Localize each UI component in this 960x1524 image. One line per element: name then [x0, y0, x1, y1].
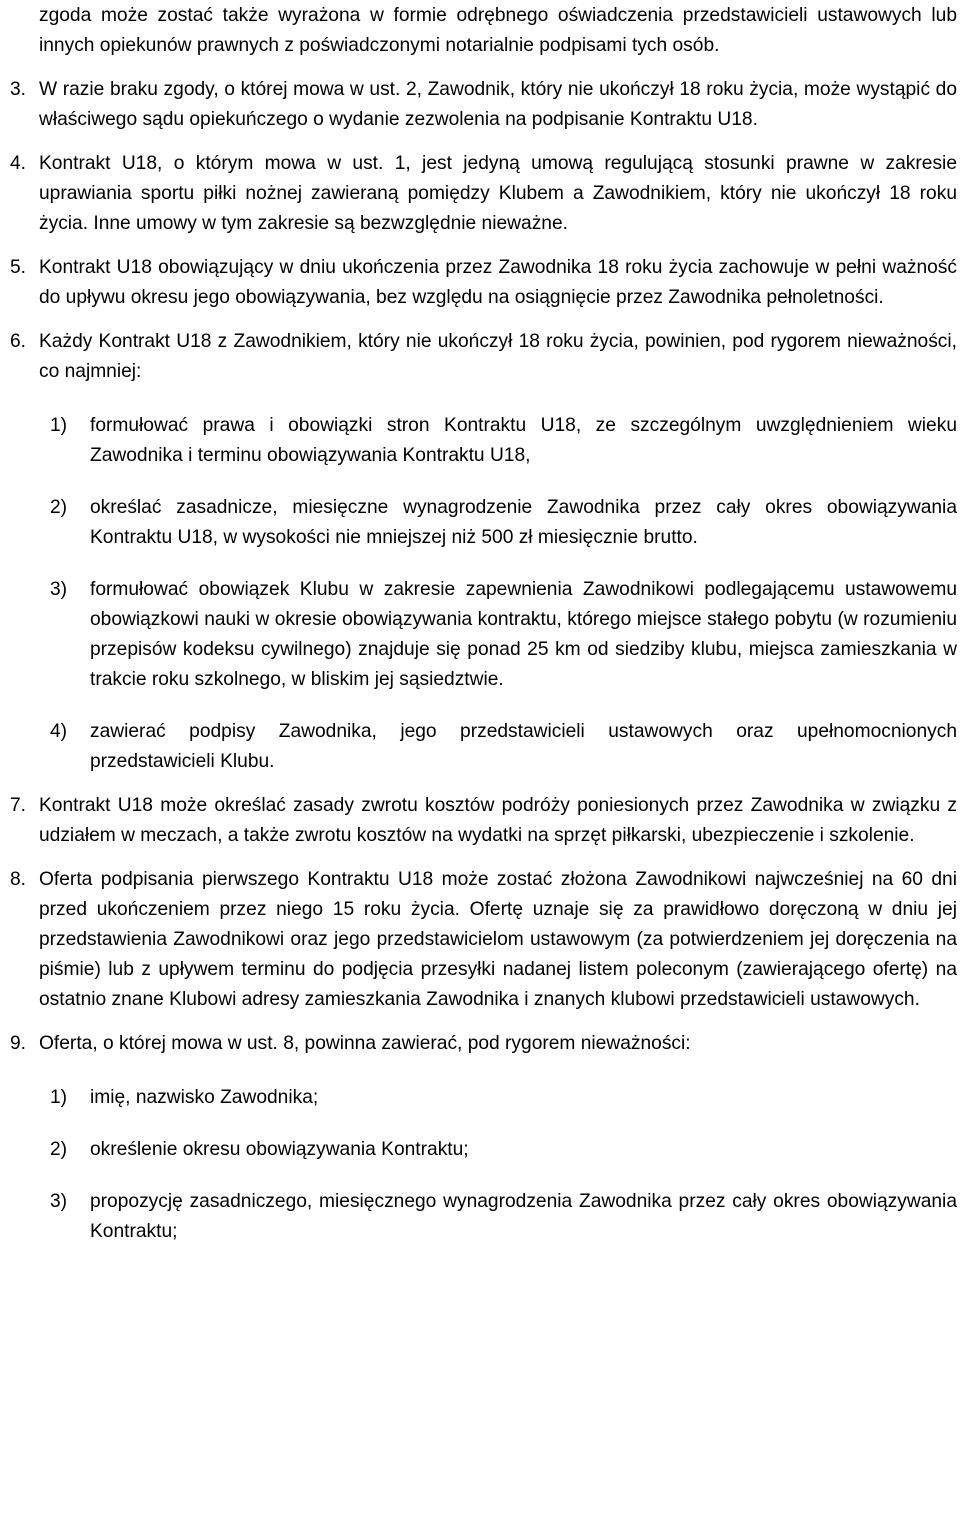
- sub-item: [50, 1083, 957, 1113]
- clause-5: [10, 253, 957, 313]
- clause-number: 9.: [10, 1033, 27, 1054]
- clause-9: [10, 1029, 957, 1059]
- clause-text: Każdy Kontrakt U18 z Zawodnikiem, który nie ukończył 18 roku życia, powinien, pod rygorem nieważności, co najmniej:: [39, 331, 957, 382]
- sub-item: [50, 1135, 957, 1165]
- sub-item: [50, 575, 957, 695]
- clause-8: [10, 865, 957, 1015]
- sub-item: [50, 1187, 957, 1247]
- sub-item: [50, 717, 957, 777]
- clause-text: Oferta, o której mowa w ust. 8, powinna zawierać, pod rygorem nieważności:: [39, 1033, 691, 1054]
- clause-text: W razie braku zgody, o której mowa w ust. 2, Zawodnik, który nie ukończył 18 roku życia, może wystąpić do właściwego sądu opiekuńczego o wydanie zezwolenia na podpisanie Kontraktu U18.: [39, 79, 957, 130]
- sub-item-text: formułować obowiązek Klubu w zakresie zapewnienia Zawodnikowi podlegającemu ustawowemu obowiązkowi nauki w okresie obowiązywania kontraktu, którego miejsce stałego pobytu (w rozumieniu przepisów kodeksu cywilnego) znajduje się ponad 25 km od siedziby klubu, miejsca zamieszkania w trakcie roku szkolnego, w bliskim jej sąsiedztwie.: [90, 579, 957, 690]
- sub-item-number: 2): [50, 1139, 68, 1160]
- clause-number: 8.: [10, 869, 27, 890]
- clause-text: Kontrakt U18, o którym mowa w ust. 1, jest jedyną umową regulującą stosunki prawne w zakresie uprawiania sportu piłki nożnej zawieraną pomiędzy Klubem a Zawodnikiem, który nie ukończył 18 roku życia. Inne umowy w tym zakresie są bezwzględnie nieważne.: [39, 153, 957, 234]
- sub-item-text: imię, nazwisko Zawodnika;: [90, 1087, 319, 1108]
- sub-item-number: 1): [50, 415, 68, 436]
- clause-text: Kontrakt U18 obowiązujący w dniu ukończenia przez Zawodnika 18 roku życia zachowuje w pełni ważność do upływu okresu jego obowiązywania, bez względu na osiągnięcie przez Zawodnika pełnoletności.: [39, 257, 957, 308]
- sub-item-text: określenie okresu obowiązywania Kontraktu;: [90, 1139, 469, 1160]
- sub-item: [50, 411, 957, 471]
- sub-item: [50, 493, 957, 553]
- clause-number: 4.: [10, 153, 27, 174]
- clause-text: Kontrakt U18 może określać zasady zwrotu kosztów podróży poniesionych przez Zawodnika w związku z udziałem w meczach, a także zwrotu kosztów na wydatki na sprzęt piłkarski, ubezpieczenie i szkolenie.: [39, 795, 957, 846]
- clause-text: Oferta podpisania pierwszego Kontraktu U18 może zostać złożona Zawodnikowi najwcześniej na 60 dni przed ukończeniem przez niego 15 roku życia. Ofertę uznaje się za prawidłowo doręczoną w dniu jej przedstawienia Zawodnikowi oraz jego przedstawicielom ustawowym (za potwierdzeniem jej doręczenia na piśmie) lub z upływem terminu do podjęcia przesyłki nadanej listem poleconym (zawierającego ofertę) na ostatnio znane Klubowi adresy zamieszkania Zawodnika i znanych klubowi przedstawicieli ustawowych.: [39, 869, 957, 1010]
- clause-3: [10, 75, 957, 135]
- sub-item-text: propozycję zasadniczego, miesięcznego wynagrodzenia Zawodnika przez cały okres obowiązywania Kontraktu;: [90, 1191, 957, 1242]
- sub-item-number: 4): [50, 721, 68, 742]
- clause-number: 6.: [10, 331, 27, 352]
- sub-item-text: zawierać podpisy Zawodnika, jego przedstawicieli ustawowych oraz upełnomocnionych przedstawicieli Klubu.: [90, 721, 957, 772]
- clause-9-sublist: [10, 1083, 957, 1247]
- clause-6: [10, 327, 957, 387]
- clause-body: [39, 1029, 957, 1059]
- intro-paragraph: zgoda może zostać także wyrażona w formie odrębnego oświadczenia przedstawicieli ustawowych lub innych opiekunów prawnych z poświadczonymi notarialnie podpisami tych osób.: [39, 5, 957, 56]
- clause-4: [10, 149, 957, 239]
- clause-number: 5.: [10, 257, 27, 278]
- clause-body: [39, 327, 957, 387]
- sub-item-number: 2): [50, 497, 68, 518]
- sub-item-number: 3): [50, 1191, 68, 1212]
- sub-item-text: określać zasadnicze, miesięczne wynagrodzenie Zawodnika przez cały okres obowiązywania Kontraktu U18, w wysokości nie mniejszej niż 500 zł miesięcznie brutto.: [90, 497, 957, 548]
- sub-item-number: 3): [50, 579, 68, 600]
- clause-7: [10, 791, 957, 851]
- sub-item-number: 1): [50, 1087, 68, 1108]
- sub-item-text: formułować prawa i obowiązki stron Kontraktu U18, ze szczególnym uwzględnieniem wieku Zawodnika i terminu obowiązywania Kontraktu U18,: [90, 415, 957, 466]
- clause-number: 3.: [10, 79, 27, 100]
- clause-number: 7.: [10, 795, 27, 816]
- clause-6-sublist: [10, 411, 957, 777]
